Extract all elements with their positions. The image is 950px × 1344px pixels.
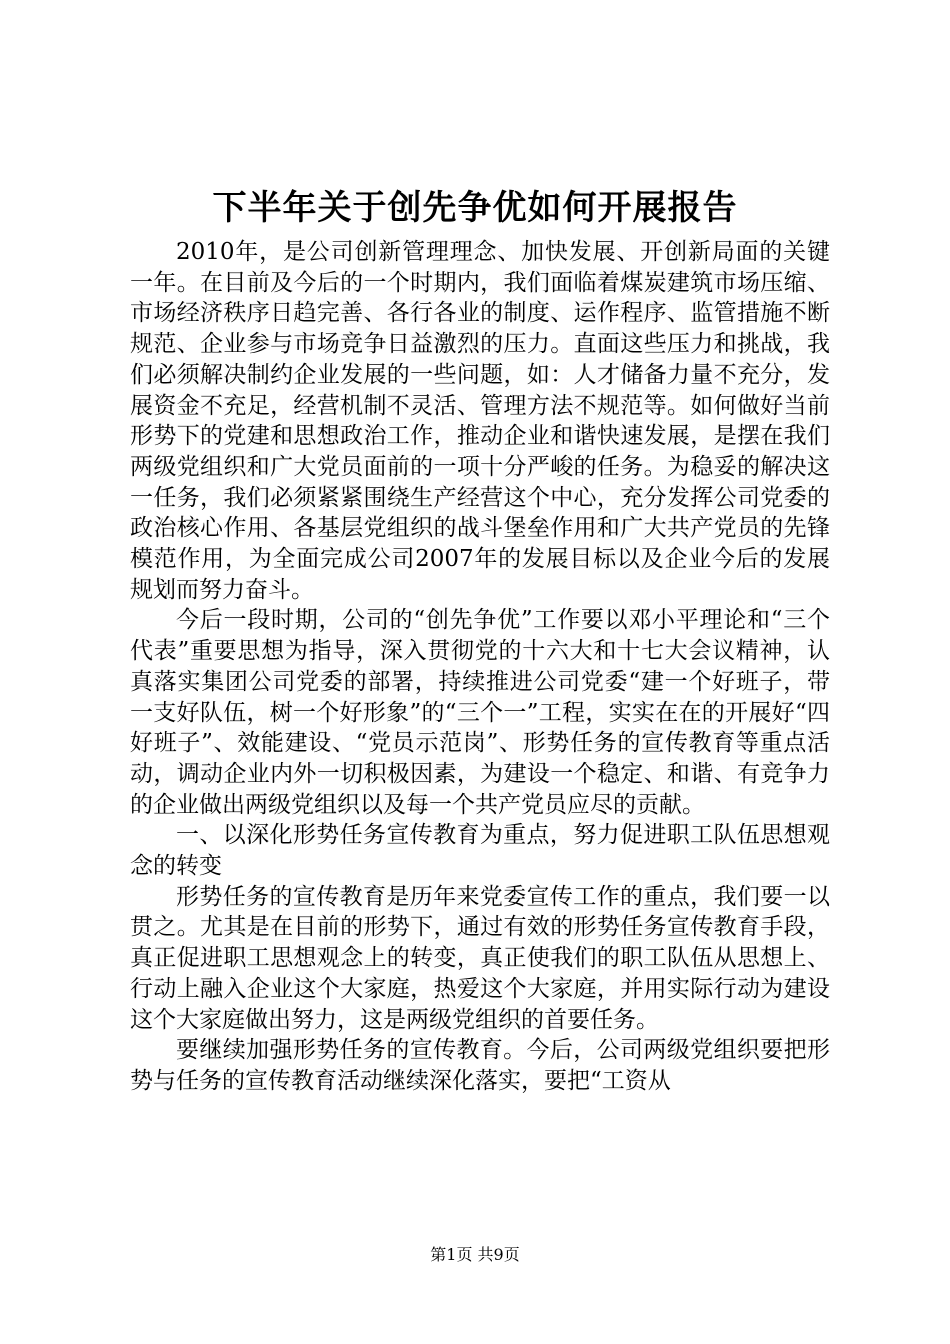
paragraph-guideline: 今后一段时期，公司的“创先争优”工作要以邓小平理论和“三个代表”重要思想为指导，深入贯彻党的十六大和十七大会议精神，认真落实集团公司党委的部署，持续推进公司党委“建一个好班子，带一支好队伍，树一个好形象”的“三个一”工程，实实在在的开展好“四好班子”、效能建设、“党员示范岗”、形势任务的宣传教育等重点活动，调动企业内外一切积极因素，为建设一个稳定、和谐、有竞争力的企业做出两级党组织以及每一个共产党员应尽的贡献。 [130, 607, 830, 818]
paragraph-intro: 2010年，是公司创新管理理念、加快发展、开创新局面的关键一年。在目前及今后的一个时期内，我们面临着煤炭建筑市场压缩、市场经济秩序日趋完善、各行各业的制度、运作程序、监管措施不断规范、企业参与市场竞争日益激烈的压力。直面这些压力和挑战，我们必须解决制约企业发展的一些问题，如：人才储备力量不充分，发展资金不充足，经营机制不灵活、管理方法不规范等。如何做好当前形势下的党建和思想政治工作，推动企业和谐快速发展，是摆在我们两级党组织和广大党员面前的一项十分严峻的任务。为稳妥的解决这一任务，我们必须紧紧围绕生产经营这个中心，充分发挥公司党委的政治核心作用、各基层党组织的战斗堡垒作用和广大共产党员的先锋模范作用，为全面完成公司2007年的发展目标以及企业今后的发展规划而努力奋斗。 [130, 239, 830, 603]
document-body [130, 237, 830, 1097]
page-footer: 第1页 共9页 [430, 1245, 520, 1264]
section-heading-1: 一、以深化形势任务宣传教育为重点，努力促进职工队伍思想观念的转变 [130, 822, 830, 880]
document-title: 下半年关于创先争优如何开展报告 [212, 188, 738, 228]
paragraph-propaganda: 形势任务的宣传教育是历年来党委宣传工作的重点，我们要一以贯之。尤其是在目前的形势下，通过有效的形势任务宣传教育手段，真正促进职工思想观念上的转变，真正使我们的职工队伍从思想上、行动上融入企业这个大家庭，热爱这个大家庭，并用实际行动为建设这个大家庭做出努力，这是两级党组织的首要任务。 [130, 883, 830, 1033]
paragraph-strengthen: 要继续加强形势任务的宣传教育。今后，公司两级党组织要把形势与任务的宣传教育活动继续深化落实，要把“工资从 [130, 1037, 830, 1094]
